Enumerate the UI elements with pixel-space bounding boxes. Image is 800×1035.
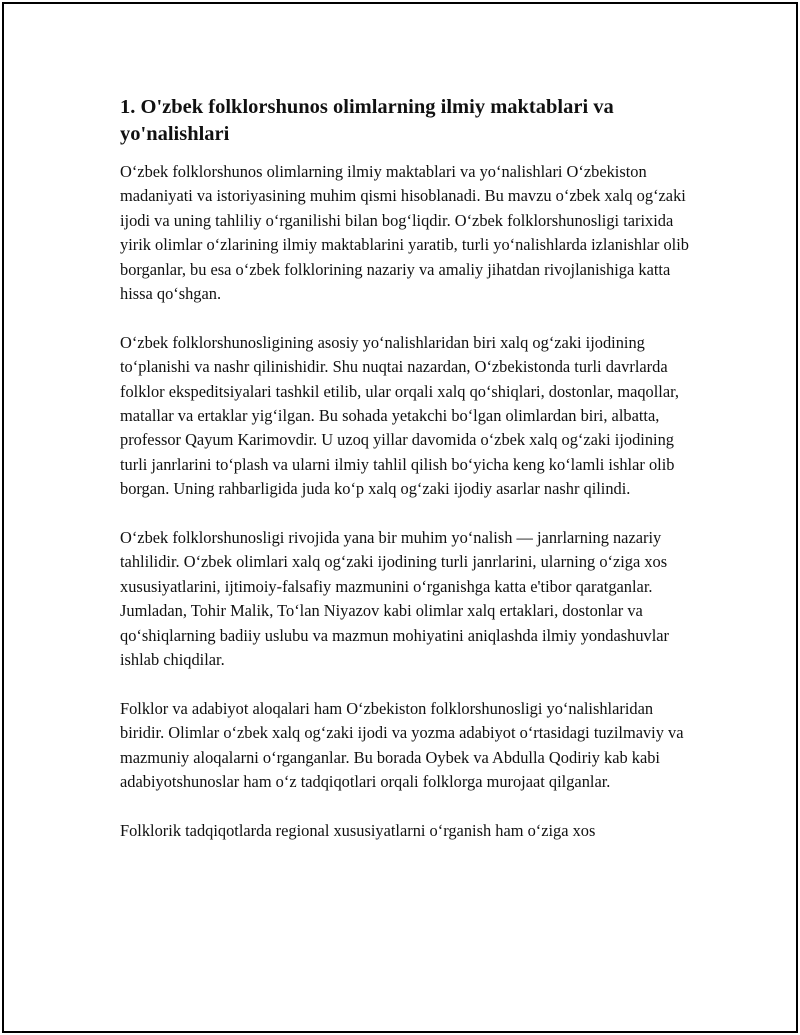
paragraph-2: O‘zbek folklorshunosligining asosiy yo‘nalishlaridan biri xalq og‘zaki ijodining to‘planishi va nashr qilinishidir. Shu nuqtai nazardan, O‘zbekistonda turli davrlarda folklor ekspeditsiyalari tashkil etilib, ular orqali xalq qo‘shiqlari, dostonlar, maqollar, matallar va ertaklar yig‘ilgan. Bu sohada yetakchi bo‘lgan olimlardan biri, albatta, professor Qayum Karimovdir. U uzoq yillar davomida o‘zbek xalq og‘zaki ijodining turli janrlarini to‘plash va ularni ilmiy tahlil qilish bo‘yicha keng ko‘lamli ishlar olib borgan. Uning rahbarligida juda ko‘p xalq og‘zaki ijodiy asarlar nashr qilindi. (120, 332, 680, 499)
paragraph-4: Folklor va adabiyot aloqalari ham O‘zbekiston folklorshunosligi yo‘nalishlaridan biridir. Olimlar o‘zbek xalq og‘zaki ijodi va yozma adabiyot o‘rtasidagi tuzilmaviy va mazmuniy aloqalarni o‘rganganlar. Bu borada Oybek va Abdulla Qodiriy kab kabi adabiyotshunoslar ham o‘z tadqiqotlari orqali folklorga murojaat qilganlar. (120, 698, 684, 792)
document-content (120, 94, 700, 868)
paragraph-3: O‘zbek folklorshunosligi rivojida yana bir muhim yo‘nalish — janrlarning nazariy tahlilidir. O‘zbek olimlari xalq og‘zaki ijodining turli janrlarini, ularning o‘ziga xos xususiyatlarini, ijtimoiy-falsafiy mazmunini o‘rganishga katta e'tibor qaratganlar. Jumladan, Tohir Malik, To‘lan Niyazov kabi olimlar xalq ertaklari, dostonlar va qo‘shiqlarning badiiy uslubu va mazmun mohiyatini aniqlashda ilmiy yondashuvlar ishlab chiqdilar. (120, 528, 669, 670)
section-title: 1. O'zbek folklorshunos olimlarning ilmiy maktablari va yo'nalishlari (120, 96, 614, 145)
paragraph-5: Folklorik tadqiqotlarda regional xususiyatlarni o‘rganish ham o‘ziga xos (120, 820, 596, 840)
paragraph-1: O‘zbek folklorshunos olimlarning ilmiy maktablari va yo‘nalishlari O‘zbekiston madaniyati va istoriyasining muhim qismi hisoblanadi. Bu mavzu o‘zbek xalq og‘zaki ijodi va uning tahliliy o‘rganilishi bilan bog‘liqdir. O‘zbek folklorshunosligi tarixida yirik olimlar o‘zlarining ilmiy maktablarini yaratib, turli yo‘nalishlarda izlanishlar olib borganlar, bu esa o‘zbek folklorining nazariy va amaliy jihatdan rivojlanishiga katta hissa qo‘shgan. (120, 162, 689, 304)
document-page (2, 2, 798, 1033)
